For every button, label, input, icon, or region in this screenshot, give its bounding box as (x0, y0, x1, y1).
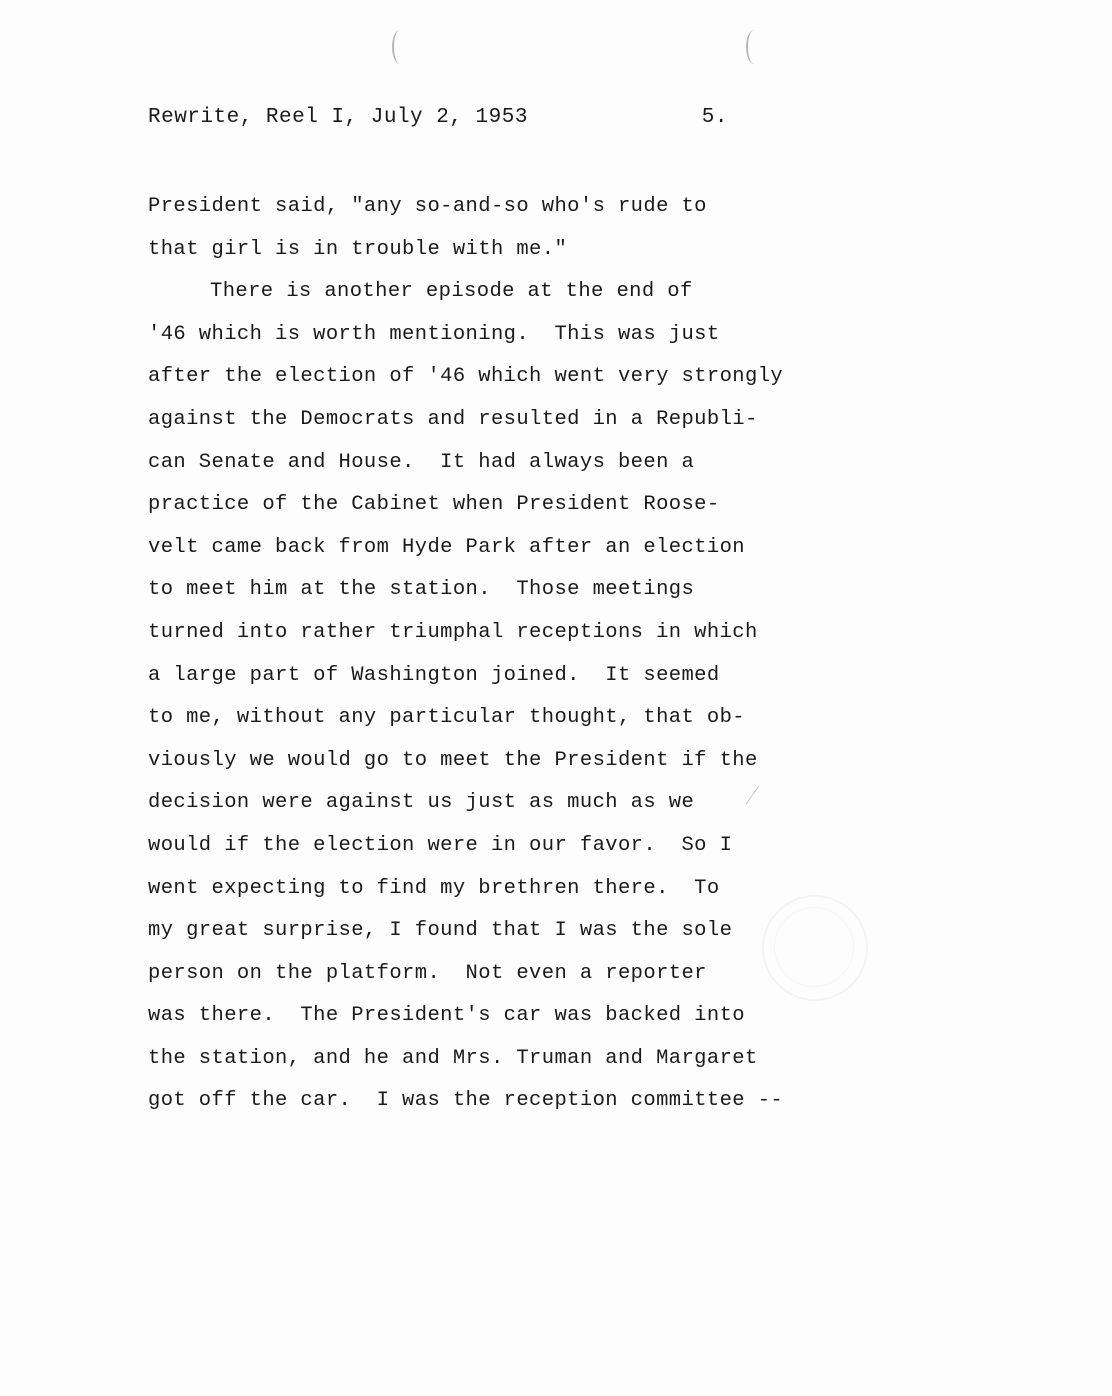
text-line: to me, without any particular thought, that ob- (148, 706, 745, 730)
punch-hole-mark-right (746, 30, 762, 64)
text-line: viously we would go to meet the President if the (148, 748, 758, 772)
text-line: can Senate and House. It had always been a (148, 450, 695, 474)
text-line: against the Democrats and resulted in a Republi- (148, 407, 758, 431)
text-line: person on the platform. Not even a reporter (148, 961, 707, 985)
text-line: decision were against us just as much as we (148, 791, 695, 815)
text-line: after the election of '46 which went very strongly (148, 365, 784, 389)
text-line: my great surprise, I found that I was the sole (148, 919, 733, 943)
text-line: velt came back from Hyde Park after an election (148, 535, 745, 559)
text-line: would if the election were in our favor. So I (148, 833, 733, 857)
text-line: that girl is in trouble with me." (148, 237, 568, 261)
text-line: practice of the Cabinet when President Roose- (148, 493, 720, 517)
punch-hole-mark-left (392, 30, 408, 64)
text-line: a large part of Washington joined. It seemed (148, 663, 720, 687)
archive-stamp (762, 895, 868, 1001)
text-line: '46 which is worth mentioning. This was just (148, 322, 720, 346)
text-line: turned into rather triumphal receptions in which (148, 620, 758, 644)
header-title: Rewrite, Reel I, July 2, 1953 (148, 106, 528, 129)
archive-stamp-inner-ring (774, 907, 854, 987)
text-line-paragraph-start: There is another episode at the end of (210, 280, 693, 304)
text-line: got off the car. I was the reception committee -- (148, 1089, 784, 1113)
text-line: went expecting to find my brethren there. To (148, 876, 720, 900)
text-line: President said, "any so-and-so who's rude to (148, 195, 707, 218)
transcript-body (148, 186, 848, 1123)
text-line: the station, and he and Mrs. Truman and Margaret (148, 1046, 758, 1070)
text-line: to meet him at the station. Those meetings (148, 578, 695, 602)
page-number: 5. (701, 106, 728, 129)
text-line: was there. The President's car was backed into (148, 1004, 745, 1028)
